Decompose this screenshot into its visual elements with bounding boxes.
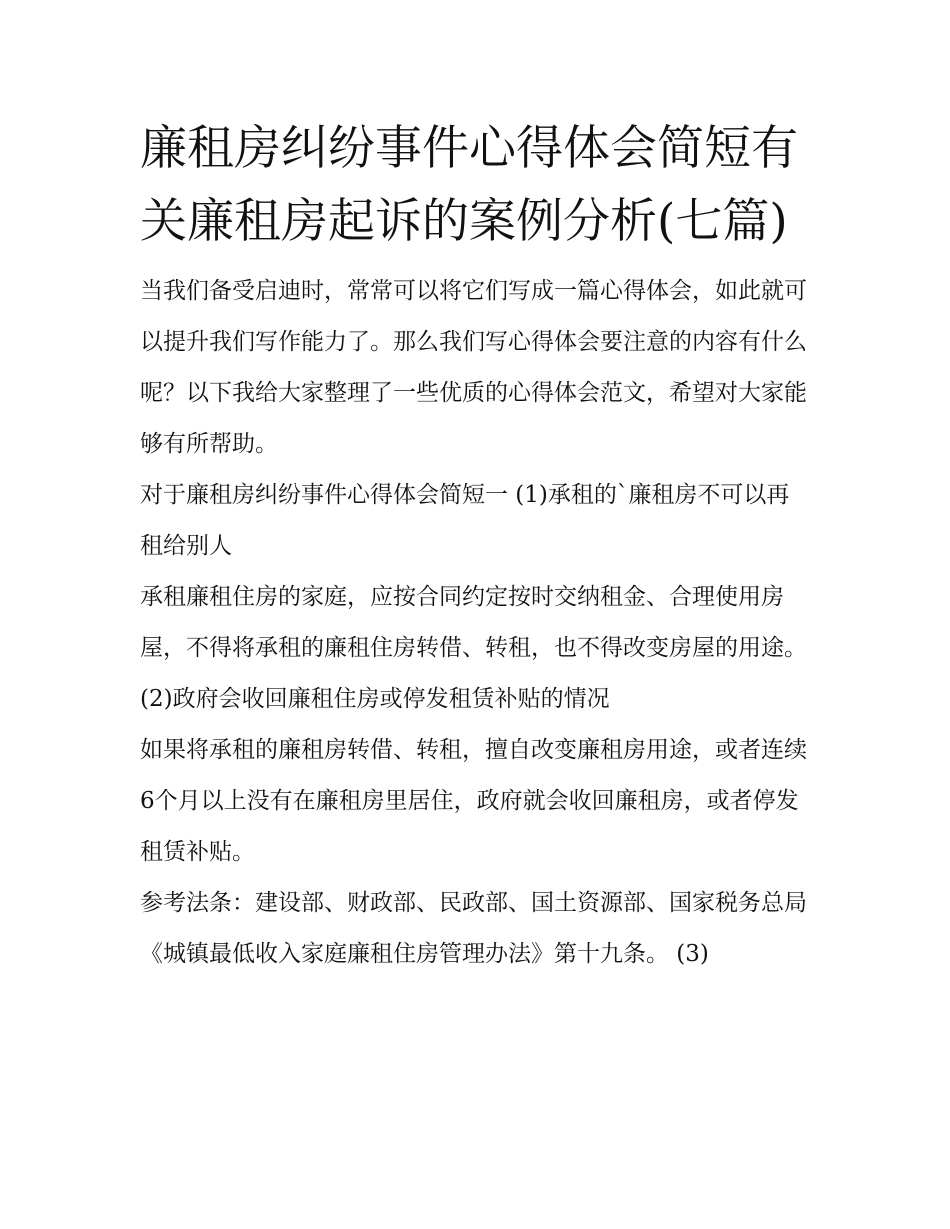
document-content (140, 112, 812, 980)
paragraph-section-heading-2: (2)政府会收回廉租住房或停发租赁补贴的情况 (140, 686, 610, 712)
paragraph-intro: 当我们备受启迪时，常常可以将它们写成一篇心得体会，如此就可以提升我们写作能力了。那么我们写心得体会要注意的内容有什么呢？以下我给大家整理了一些优质的心得体会范文，希望对大家能够有所帮助。 (140, 278, 807, 457)
document-title: 廉租房纠纷事件心得体会简短有关廉租房起诉的案例分析(七篇) (140, 121, 798, 249)
paragraph-rule-1: 承租廉租住房的家庭，应按合同约定按时交纳租金、合理使用房屋，不得将承租的廉租住房转借、转租，也不得改变房屋的用途。 (140, 584, 807, 661)
paragraph-section-heading-1: 对于廉租房纠纷事件心得体会简短一 (1)承租的`廉租房不可以再租给别人 (140, 482, 790, 559)
paragraph-rule-2: 如果将承租的廉租房转借、转租，擅自改变廉租房用途，或者连续6个月以上没有在廉租房里居住，政府就会收回廉租房，或者停发租赁补贴。 (140, 737, 807, 865)
document-body (140, 266, 812, 980)
paragraph-reference: 参考法条：建设部、财政部、民政部、国土资源部、国家税务总局《城镇最低收入家庭廉租住房管理办法》第十九条。 (3) (140, 890, 807, 967)
